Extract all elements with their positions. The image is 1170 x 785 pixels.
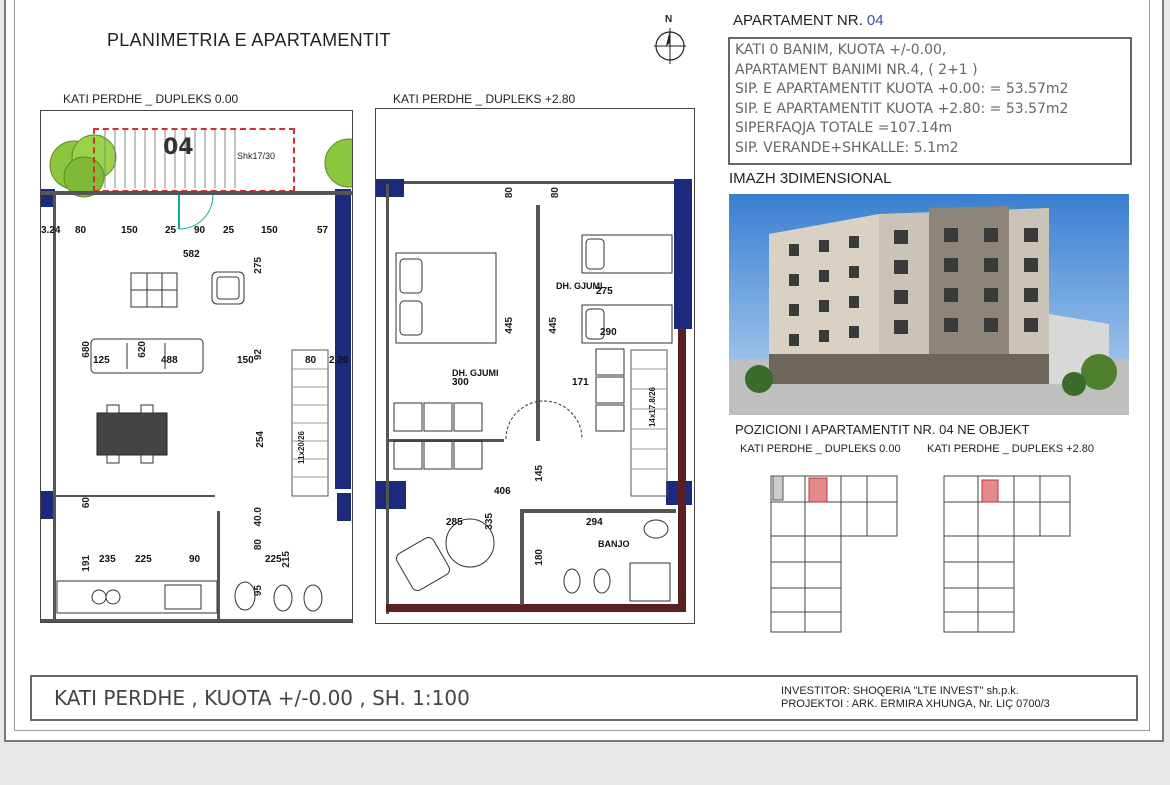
wall-column	[337, 493, 351, 521]
wall-slab	[678, 329, 686, 611]
bathroom-fixtures	[556, 511, 676, 605]
dimension-label: 445	[504, 317, 515, 334]
stair-note: Shk17/30	[237, 151, 276, 161]
dimension-label: 60	[81, 497, 92, 509]
wall-column	[376, 481, 406, 509]
room-name: DH. GJUMI	[556, 281, 603, 291]
image3d-title: IMAZH 3DIMENSIONAL	[729, 170, 892, 187]
dimension-label: 80	[550, 187, 561, 199]
dimension-label: 92	[253, 349, 264, 361]
double-bed-icon	[394, 251, 504, 347]
position-title: POZICIONI I APARTAMENTIT NR. 04 NE OBJEKT	[735, 422, 1030, 437]
dining-table-icon	[93, 403, 173, 467]
info-line: SIPERFAQJA TOTALE =107.14m	[735, 120, 953, 136]
dimension-label: 171	[572, 377, 589, 388]
table-icon	[129, 271, 189, 311]
thumb-left-label: KATI PERDHE _ DUPLEKS 0.00	[740, 443, 901, 455]
interior-stairs	[291, 349, 331, 499]
wall-column	[376, 179, 404, 197]
info-line: SIP. VERANDE+SHKALLE: 5.1m2	[735, 139, 959, 156]
wall	[386, 184, 389, 614]
dimension-label: 406	[494, 486, 511, 497]
dimension-label: 14x17.8/26	[648, 387, 657, 428]
armchair-icon	[209, 269, 249, 309]
info-line: SIP. E APARTAMENTIT KUOTA +2.80: = 53.57m2	[735, 100, 1069, 117]
tree-icon	[319, 125, 353, 195]
door-swing	[504, 395, 584, 445]
footer-investor: INVESTITOR: SHOQERIA "LTE INVEST" sh.p.k.	[781, 685, 1019, 697]
wall-column	[674, 179, 692, 329]
dimension-label: 150	[121, 225, 138, 236]
dimension-label: 90	[189, 554, 201, 565]
footer-title: KATI PERDHE , KUOTA +/-0.00 , SH. 1:100	[54, 686, 470, 710]
dimension-label: 445	[548, 317, 559, 334]
plan-title: PLANIMETRIA E APARTAMENTIT	[107, 30, 391, 50]
dimension-label: 275	[596, 286, 613, 297]
dimension-label: 300	[452, 377, 469, 388]
floor-plan-ground	[40, 110, 353, 623]
compass-icon	[653, 26, 687, 66]
dimension-label: 25	[165, 225, 177, 236]
dimension-label: 80	[305, 355, 317, 366]
room-name: DH. GJUMI	[452, 368, 499, 378]
floor-plan-upper	[375, 108, 695, 624]
footer-designer: PROJEKTOI : ARK. ERMIRA XHUNGA, Nr. LIÇ 0700/3	[781, 698, 1050, 710]
dimension-label: 80	[504, 187, 515, 199]
dimension-label: 145	[534, 465, 545, 482]
dimension-label: 254	[255, 431, 266, 448]
building-render-image	[729, 194, 1129, 415]
dimension-label: 95	[253, 585, 264, 597]
info-line: KATI 0 BANIM, KUOTA +/-0.00,	[735, 42, 947, 58]
position-thumbnail-right	[928, 462, 1078, 642]
dimension-label: 285	[446, 517, 463, 528]
site-plan-thumbnail	[928, 462, 1078, 642]
north-label: N	[665, 14, 673, 25]
dimension-label: 488	[161, 355, 178, 366]
dimension-label: 275	[253, 257, 264, 274]
wall-slab	[386, 604, 686, 612]
thumb-right-label: KATI PERDHE _ DUPLEKS +2.80	[927, 443, 1095, 455]
wall	[55, 495, 215, 497]
apartment-heading-number: 04	[866, 12, 884, 29]
dimension-label: 80	[253, 539, 264, 551]
dimension-label: 290	[600, 327, 617, 338]
dimension-label: 235	[99, 554, 116, 565]
bathroom-fixtures	[225, 566, 345, 618]
apartment-heading-label: APARTAMENT NR.	[733, 12, 863, 29]
apartment-info-box	[728, 37, 1132, 165]
wardrobe-icon	[594, 347, 628, 439]
wall-column	[335, 189, 351, 489]
dimension-label: 225	[265, 554, 282, 565]
plan-left-label: KATI PERDHE _ DUPLEKS 0.00	[63, 92, 239, 106]
wall	[520, 509, 524, 605]
dimension-label: 150	[261, 225, 278, 236]
dimension-label: 125	[93, 355, 110, 366]
wall	[41, 619, 352, 622]
dimension-label: 2.20	[329, 355, 349, 366]
dimension-label: 191	[81, 555, 92, 572]
dimension-label: 25	[223, 225, 235, 236]
dimension-label: 3.24	[41, 225, 61, 236]
dimension-label: 215	[281, 551, 292, 568]
dimension-label: 225	[135, 554, 152, 565]
position-thumbnail-left	[755, 462, 905, 642]
dimension-label: 11x20/26	[297, 431, 306, 464]
site-plan-thumbnail	[755, 462, 905, 642]
plan-right-label: KATI PERDHE _ DUPLEKS +2.80	[393, 92, 576, 106]
dimension-label: 620	[137, 341, 148, 358]
armchair-icon	[396, 537, 456, 597]
room-name: BANJO	[598, 539, 630, 549]
apartment-number-tag: 04	[163, 135, 194, 160]
dimension-label: 57	[317, 225, 329, 236]
dimension-label: 294	[586, 517, 603, 528]
dimension-label: 680	[81, 341, 92, 358]
single-bed-icon	[580, 303, 676, 347]
dimension-label: 180	[534, 549, 545, 566]
dimension-label: 335	[484, 513, 495, 530]
apartment-heading	[733, 12, 884, 29]
north-arrow	[653, 14, 687, 66]
wall	[386, 181, 684, 184]
dimension-label: 150	[237, 355, 254, 366]
dimension-label: 40.0	[253, 507, 264, 527]
single-bed-icon	[580, 233, 676, 277]
dimension-label: 90	[194, 225, 206, 236]
info-line: APARTAMENT BANIMI NR.4, ( 2+1 )	[735, 61, 978, 78]
wardrobe-icon	[392, 401, 486, 475]
dimension-label: 80	[75, 225, 87, 236]
dimension-label: 582	[183, 249, 200, 260]
title-block	[30, 675, 1138, 721]
building-3d-render	[729, 194, 1129, 415]
info-line: SIP. E APARTAMENTIT KUOTA +0.00: = 53.57m2	[735, 81, 1069, 97]
